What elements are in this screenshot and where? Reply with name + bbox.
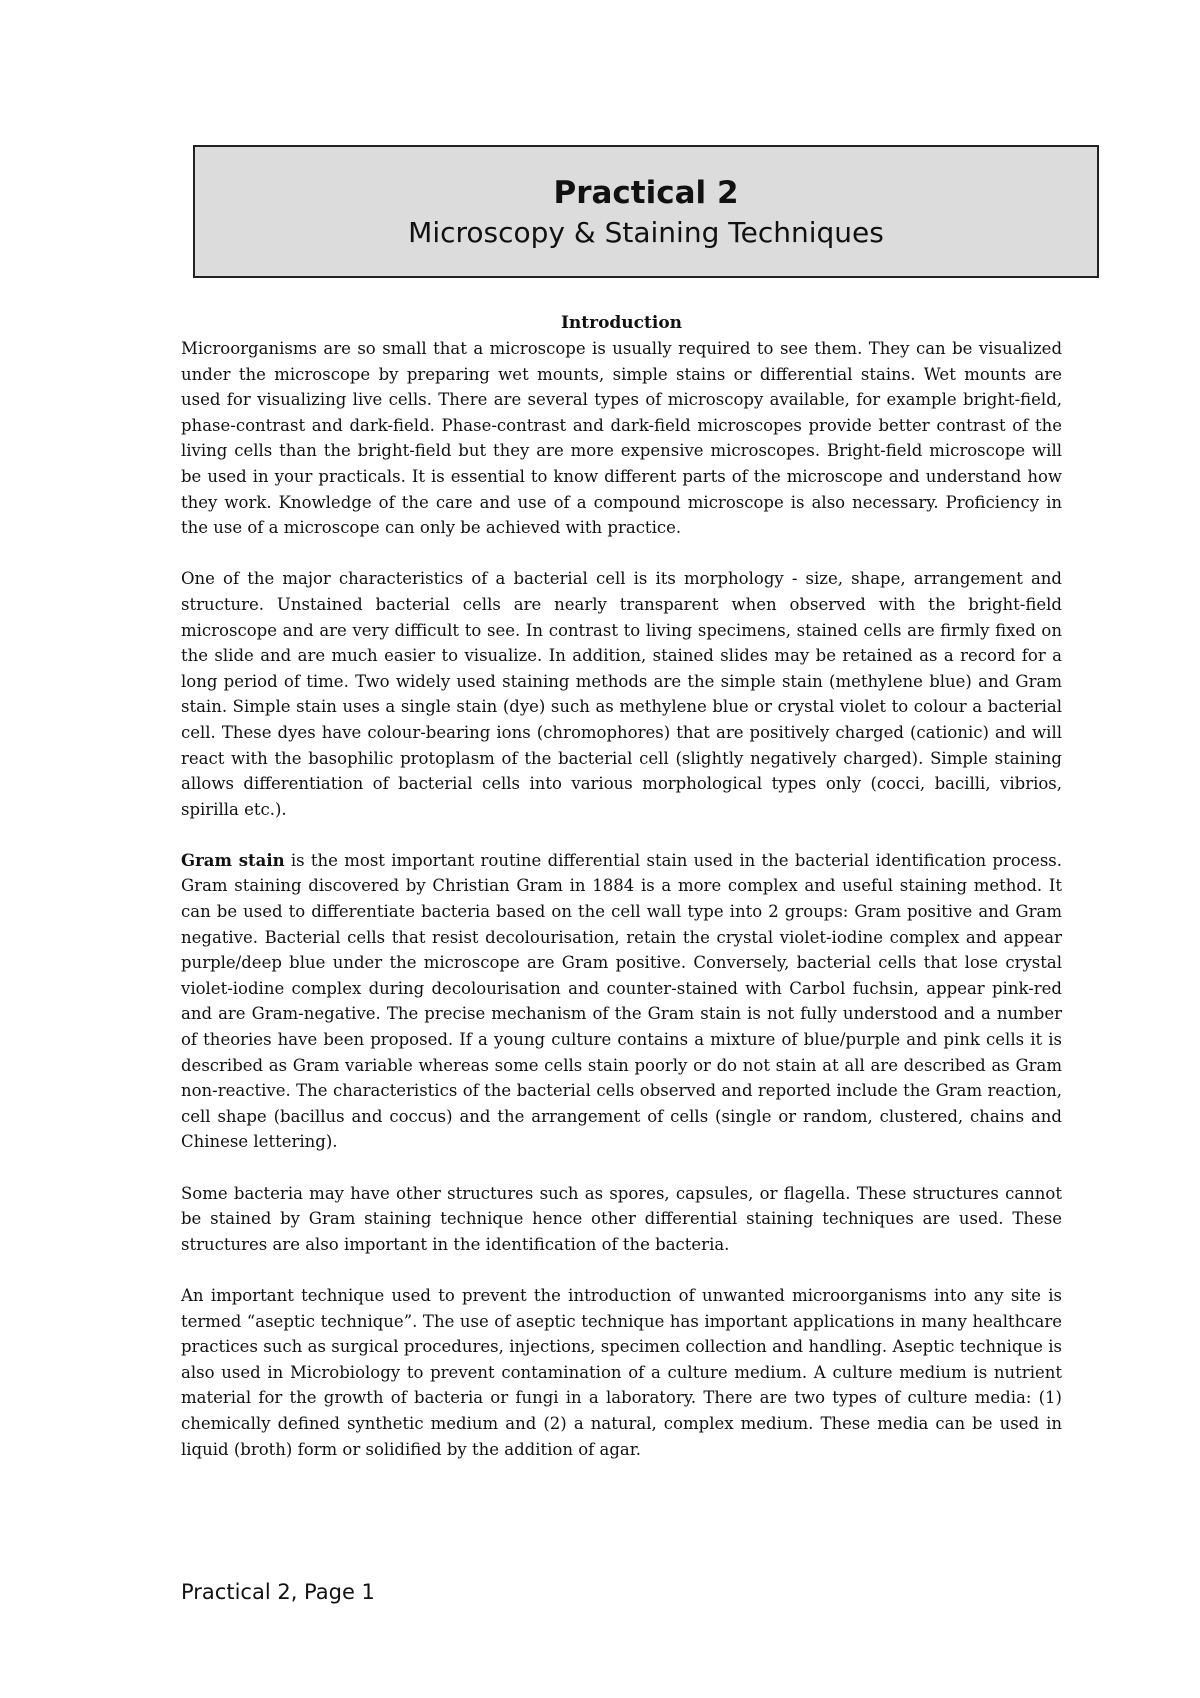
document-body <box>181 310 1062 1488</box>
paragraph-microscopy: Microorganisms are so small that a microscope is usually required to see them. They can be visualized under the microscope by preparing wet mounts, simple stains or differential stains. Wet mounts are used for visualizing live cells. There are several types of microscopy available, for example bright-field, phase-contrast and dark-field. Phase-contrast and dark-field microscopes provide better contrast of the living cells than the bright-field but they are more expensive microscopes. Bright-field microscope will be used in your practicals. It is essential to know different parts of the microscope and understand how they work. Knowledge of the care and use of a compound microscope is also necessary. Proficiency in the use of a microscope can only be achieved with practice. <box>181 339 1062 538</box>
paragraph-structures: Some bacteria may have other structures such as spores, capsules, or flagella. These structures cannot be stained by Gram staining technique hence other differential staining techniques are used. These structures are also important in the identification of the bacteria. <box>181 1183 1062 1254</box>
page-title: Practical 2 <box>553 175 739 211</box>
page-subtitle: Microscopy & Staining Techniques <box>408 216 884 249</box>
title-box <box>193 145 1099 278</box>
gram-stain-term: Gram stain <box>181 850 285 870</box>
section-heading-introduction: Introduction <box>560 313 683 333</box>
page-footer: Practical 2, Page 1 <box>181 1580 375 1604</box>
paragraph-morphology: One of the major characteristics of a bacterial cell is its morphology - size, shape, arrangement and structure. Unstained bacterial cells are nearly transparent when observed with the bright-field microscope and are very difficult to see. In contrast to living specimens, stained cells are firmly fixed on the slide and are much easier to visualize. In addition, stained slides may be retained as a record for a long period of time. Two widely used staining methods are the simple stain (methylene blue) and Gram stain. Simple stain uses a single stain (dye) such as methylene blue or crystal violet to colour a bacterial cell. These dyes have colour-bearing ions (chromophores) that are positively charged (cationic) and will react with the basophilic protoplasm of the bacterial cell (slightly negatively charged). Simple staining allows differentiation of bacterial cells into various morphological types only (cocci, bacilli, vibrios, spirilla etc.). <box>181 569 1062 819</box>
paragraph-gram-stain <box>181 848 1062 1155</box>
paragraph-aseptic-technique: An important technique used to prevent the introduction of unwanted microorganisms into any site is termed “aseptic technique”. The use of aseptic technique has important applications in many healthcare practices such as surgical procedures, injections, specimen collection and handling. Aseptic technique is also used in Microbiology to prevent contamination of a culture medium. A culture medium is nutrient material for the growth of bacteria or fungi in a laboratory. There are two types of culture media: (1) chemically defined synthetic medium and (2) a natural, complex medium. These media can be used in liquid (broth) form or solidified by the addition of agar. <box>181 1285 1062 1459</box>
gram-stain-text: is the most important routine differential stain used in the bacterial identification process. Gram staining discovered by Christian Gram in 1884 is a more complex and useful staining method. It can be used to differentiate bacteria based on the cell wall type into 2 groups: Gram positive and Gram negative. Bacterial cells that resist decolourisation, retain the crystal violet-iodine complex and appear purple/deep blue under the microscope are Gram positive. Conversely, bacterial cells that lose crystal violet-iodine complex during decolourisation and counter-stained with Carbol fuchsin, appear pink-red and are Gram-negative. The precise mechanism of the Gram stain is not fully understood and a number of theories have been proposed. If a young culture contains a mixture of blue/purple and pink cells it is described as Gram variable whereas some cells stain poorly or do not stain at all are described as Gram non-reactive. The characteristics of the bacterial cells observed and reported include the Gram reaction, cell shape (bacillus and coccus) and the arrangement of cells (single or random, clustered, chains and Chinese lettering). <box>181 850 1062 1152</box>
